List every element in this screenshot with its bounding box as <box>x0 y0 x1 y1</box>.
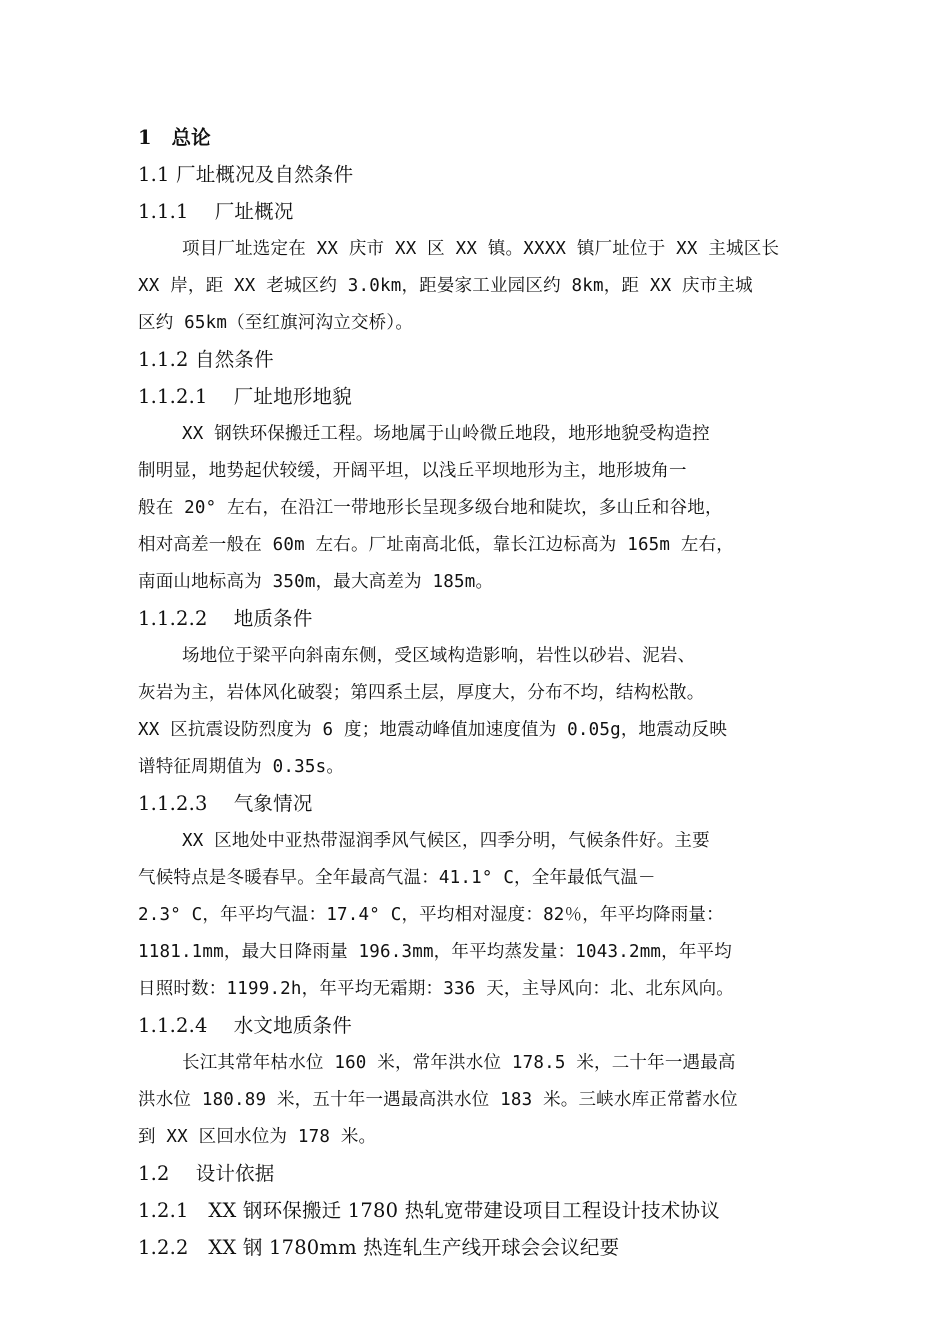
body-line: 洪水位 180.89 米，五十年一遇最高洪水位 183 米。三峡水库正常蓄水位 <box>138 1090 738 1110</box>
body-line: 般在 20° 左右，在沿江一带地形长呈现多级台地和陡坎，多山丘和谷地， <box>138 498 723 518</box>
subsection-heading: 1.2.2 XX 钢 1780mm 热连轧生产线开球会会议纪要 <box>138 1236 620 1259</box>
subsection-heading: 1.1.2 自然条件 <box>138 348 274 371</box>
section-heading: 1.2 设计依据 <box>138 1162 275 1185</box>
body-line: 气候特点是冬暖春早。全年最高气温：41.1° C，全年最低气温－ <box>138 868 656 888</box>
body-line: XX 区抗震设防烈度为 6 度；地震动峰值加速度值为 0.05g，地震动反映 <box>138 720 728 740</box>
subsubsection-heading: 1.1.2.2 地质条件 <box>138 607 313 630</box>
chapter-heading: 1 总论 <box>138 126 211 149</box>
subsubsection-heading: 1.1.2.3 气象情况 <box>138 792 313 815</box>
section-heading: 1.1 厂址概况及自然条件 <box>138 163 354 186</box>
body-line: 项目厂址选定在 XX 庆市 XX 区 XX 镇。XXXX 镇厂址位于 XX 主城区长 <box>182 239 780 259</box>
body-line: 长江其常年枯水位 160 米，常年洪水位 178.5 米，二十年一遇最高 <box>182 1053 736 1073</box>
body-line: 到 XX 区回水位为 178 米。 <box>138 1127 377 1147</box>
body-line: 2.3° C，年平均气温：17.4° C，平均相对湿度：82％，年平均降雨量： <box>138 905 724 925</box>
subsubsection-heading: 1.1.2.1 厂址地形地貌 <box>138 385 352 408</box>
body-line: 谱特征周期值为 0.35s。 <box>138 757 345 777</box>
subsubsection-heading: 1.1.2.4 水文地质条件 <box>138 1014 352 1037</box>
subsection-heading: 1.2.1 XX 钢环保搬迁 1780 热轧宽带建设项目工程设计技术协议 <box>138 1199 720 1222</box>
subsection-heading: 1.1.1 厂址概况 <box>138 200 294 223</box>
body-line: 日照时数：1199.2h，年平均无霜期：336 天，主导风向：北、北东风向。 <box>138 979 734 999</box>
body-line: 南面山地标高为 350m，最大高差为 185m。 <box>138 572 494 592</box>
body-line: 场地位于梁平向斜南东侧，受区域构造影响，岩性以砂岩、泥岩、 <box>182 646 696 666</box>
body-line: XX 岸，距 XX 老城区约 3.0km，距晏家工业园区约 8km，距 XX 庆市主城 <box>138 276 753 296</box>
body-line: 区约 65km（至红旗河沟立交桥）。 <box>138 313 414 333</box>
body-line: XX 区地处中亚热带湿润季风气候区，四季分明，气候条件好。主要 <box>182 831 710 851</box>
body-line: 相对高差一般在 60m 左右。厂址南高北低，靠长江边标高为 165m 左右， <box>138 535 734 555</box>
body-line: 灰岩为主，岩体风化破裂；第四系土层，厚度大，分布不均，结构松散。 <box>138 683 705 703</box>
body-line: XX 钢铁环保搬迁工程。场地属于山岭微丘地段，地形地貌受构造控 <box>182 424 710 444</box>
body-line: 制明显，地势起伏较缓，开阔平坦，以浅丘平坝地形为主，地形坡角一 <box>138 461 687 481</box>
body-line: 1181.1mm，最大日降雨量 196.3mm，年平均蒸发量：1043.2mm，年平均 <box>138 942 732 962</box>
